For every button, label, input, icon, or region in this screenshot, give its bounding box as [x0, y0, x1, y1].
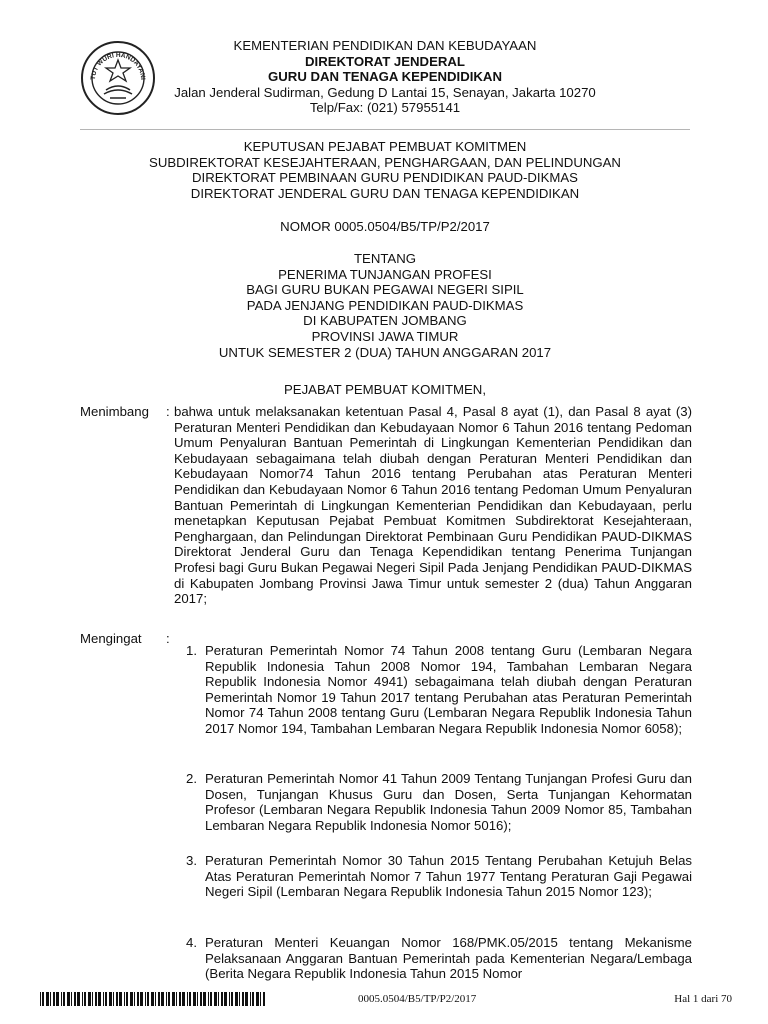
regulation-item	[186, 643, 692, 737]
subject-tentang: TENTANG	[353, 251, 417, 266]
subject-line-3: PADA JENJANG PENDIDIKAN PAUD-DIKMAS	[246, 297, 524, 313]
directorate-name: GURU DAN TENAGA KEPENDIDIKAN	[268, 69, 502, 85]
directorate-general: DIREKTORAT JENDERAL	[305, 53, 465, 69]
decision-line-3: DIREKTORAT PEMBINAAN GURU PENDIDIKAN PAUD-DIKMAS	[192, 170, 578, 186]
ministry-name: KEMENTERIAN PENDIDIKAN DAN KEBUDAYAAN	[233, 38, 537, 53]
regulation-text: Peraturan Pemerintah Nomor 74 Tahun 2008 tentang Guru (Lembaran Negara Republik Indonesia Tahun 2008 Nomor 194, Tambahan Lembaran Negara Republik Indonesia Nomor 4941) sebagaimana telah diubah dengan Peraturan Pemerintah Nomor 19 Tahun 2017 tentang Perubahan atas Peraturan Pemerintah Nomor 74 Tahun 2008 tentang Guru (Lembaran Negara Republik Indonesia Tahun 2017 Nomor 194, Tambahan Lembaran Negara Republik Indonesia Nomor 6058);	[205, 643, 692, 736]
official-title: PEJABAT PEMBUAT KOMITMEN,	[284, 382, 486, 397]
decision-heading	[80, 139, 690, 201]
barcode	[40, 992, 265, 1006]
regulation-number: 2.	[186, 771, 197, 786]
menimbang-colon: :	[166, 404, 170, 419]
address: Jalan Jenderal Sudirman, Gedung D Lantai 15, Senayan, Jakarta 10270	[174, 84, 596, 100]
regulation-text: Peraturan Menteri Keuangan Nomor 168/PMK.05/2015 tentang Mekanisme Pelaksanaan Anggaran Bantuan Pemerintah pada Kementerian Negara/Lembaga (Berita Negara Republik Indonesia Tahun 2015 Nomor	[205, 935, 692, 982]
regulation-text: Peraturan Pemerintah Nomor 30 Tahun 2015 Tentang Perubahan Ketujuh Belas Atas Peraturan Pemerintah Nomor 7 Tahun 1977 Tentang Peraturan Gaji Pegawai Negeri Sipil (Lembaran Negara Republik Indonesia Tahun 2015 Nomor 123);	[205, 853, 692, 900]
menimbang-text: bahwa untuk melaksanakan ketentuan Pasal 4, Pasal 8 ayat (1), dan Pasal 8 ayat (3) Peraturan Menteri Pendidikan dan Kebudayaan Nomor 6 Tahun 2016 tentang Pedoman Umum Penyaluran Bantuan Pemerintah di Lingkungan Kementerian Pendidikan dan Kebudayaan sebagaimana telah diubah dengan Peraturan Menteri Pendidikan dan Kebudayaan Nomor74 Tahun 2016 tentang Perubahan atas Peraturan Menteri Pendidikan dan Kebudayaan Nomor 6 Tahun 2016 tentang Pedoman Umum Penyaluran Bantuan Pemerintah di Lingkungan Kementerian Pendidikan dan Kebudayaan, perlu menetapkan Keputusan Pejabat Pembuat Komitmen Subdirektorat Kesejahteraan, Penghargaan, dan Pelindungan Direktorat Pembinaan Guru Pendidikan PAUD-DIKMAS Direktorat Jenderal Guru dan Tenaga Kependidikan tentang Penerima Tunjangan Profesi bagi Guru Bukan Pegawai Negeri Sipil Pada Jenjang Pendidikan PAUD-DIKMAS di Kabupaten Jombang Provinsi Jawa Timur untuk semester 2 (dua) Tahun Anggaran 2017;	[174, 404, 692, 607]
decision-line-1: KEPUTUSAN PEJABAT PEMBUAT KOMITMEN	[243, 139, 527, 154]
footer-page-number: Hal 1 dari 70	[674, 993, 732, 1005]
subject-line-4: DI KABUPATEN JOMBANG	[303, 313, 467, 329]
phone-fax: Telp/Fax: (021) 57955141	[309, 100, 461, 116]
regulation-number: 3.	[186, 853, 197, 868]
subject-line-6: UNTUK SEMESTER 2 (DUA) TAHUN ANGGARAN 2017	[218, 344, 552, 360]
page-footer	[40, 992, 740, 1008]
regulation-item	[186, 853, 692, 900]
ministry-logo	[80, 40, 156, 116]
regulation-number: 4.	[186, 935, 197, 950]
decision-line-4: DIREKTORAT JENDERAL GURU DAN TENAGA KEPENDIDIKAN	[190, 185, 580, 201]
regulation-number: 1.	[186, 643, 197, 658]
header-divider	[80, 129, 690, 130]
mengingat-label: Mengingat	[80, 631, 142, 646]
subject-line-5: PROVINSI JAWA TIMUR	[311, 328, 459, 344]
regulation-item	[186, 771, 692, 833]
footer-document-number: 0005.0504/B5/TP/P2/2017	[358, 993, 477, 1005]
subject-line-2: BAGI GURU BUKAN PEGAWAI NEGERI SIPIL	[246, 282, 524, 298]
regulation-item	[186, 935, 692, 982]
letterhead	[160, 38, 610, 116]
subject-line-1: PENERIMA TUNJANGAN PROFESI	[278, 266, 492, 282]
menimbang-label: Menimbang	[80, 404, 149, 419]
decision-line-2: SUBDIREKTORAT KESEJAHTERAAN, PENGHARGAAN, DAN PELINDUNGAN	[149, 154, 621, 170]
decision-number: NOMOR 0005.0504/B5/TP/P2/2017	[280, 219, 490, 234]
mengingat-colon: :	[166, 631, 170, 646]
svg-text:TUT WURI HANDAYANI: TUT WURI HANDAYANI	[89, 51, 147, 81]
subject-block	[80, 251, 690, 360]
regulation-text: Peraturan Pemerintah Nomor 41 Tahun 2009 Tentang Tunjangan Profesi Guru dan Dosen, Tunjangan Khusus Guru dan Dosen, Serta Tunjangan Kehormatan Profesor (Lembaran Negara Republik Indonesia Tahun 2009 Nomor 85, Tambahan Lembaran Negara Republik Indonesia Nomor 5016);	[205, 771, 692, 833]
